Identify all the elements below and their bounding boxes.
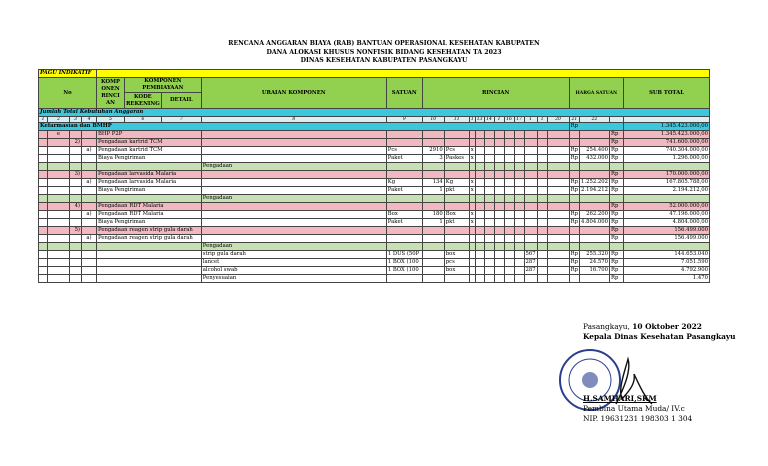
sign-place: Pasangkayu, [583,322,630,331]
cell-harga: 254.400 [580,147,610,155]
cell-rp: Rp [610,155,624,163]
cell-rp: Rp [610,171,624,179]
cell-label: Pengadaan RDT Malaria [97,211,202,219]
sign-date: 10 Oktober 2022 [632,322,702,331]
cell-rp: Rp [569,123,623,131]
cell-x: x [470,147,474,153]
sign-rank: Pembina Utama Muda/ IV.c [583,404,685,413]
cell-qty: 134 [422,179,444,187]
cell-harga: 24.570 [580,259,610,267]
header-row [39,78,710,93]
cell-label: Pengadaan larvasida Malaria [97,171,202,179]
column-number: 8 [201,117,386,123]
cell-total: 167.805.788,00 [624,179,710,187]
cell-unit: pkt [444,187,469,195]
table-row [39,155,710,163]
cell-sub: strip gula darah [201,251,386,259]
cell-rp: Rp [610,275,624,283]
header-komponen-pembiayaan: KOMPONEN PEMBIAYAAN [125,78,202,93]
column-number: 1 [470,117,474,122]
cell-qty: 1 [422,219,444,227]
table-row [39,139,710,147]
cell-total: 740.304.000,00 [624,147,710,155]
title-line-2: DANA ALOKASI KHUSUS NONFISIK BIDANG KESEHATAN TA 2023 [266,48,502,56]
cell-qty2: 287 [525,259,536,265]
cell-c3: 3) [70,171,82,179]
cell-label: Kefarmasian dan BMHP [39,123,570,131]
cell-c4: a) [82,211,97,219]
cell-rp: Rp [610,187,624,195]
pagu-label: PAGU INDIKATIF [39,70,97,78]
cell-hrp: Rp [570,219,579,225]
cell-unit: Kg [444,179,469,187]
cell-rp: Rp [610,179,624,187]
cell-rp: Rp [610,139,624,147]
table-row [39,259,710,267]
cell-sat: Paket [386,219,422,227]
cell-hrp: Rp [570,179,579,185]
column-number: 16 [504,117,514,123]
cell-total: 1.345.423.000,00 [624,131,710,139]
column-number: 7 [161,117,201,123]
cell-rp: Rp [610,235,624,243]
cell-label: Biaya Pengiriman [97,187,202,195]
column-number: 22 [580,117,610,123]
column-number: 5 [97,117,125,123]
pagu-row [39,70,710,78]
cell-label: Biaya Pengiriman [97,219,202,227]
column-number: 9 [386,117,422,123]
column-number: 10 [422,117,444,123]
cell-hrp: Rp [570,251,579,257]
cell-c4: a) [82,147,97,155]
cell-total: 1.296.000,00 [624,155,710,163]
table-row [39,203,710,211]
sign-name: H.SAMHARI,SKM [583,394,657,403]
cell-sat: 1 BOX (100 [386,267,422,275]
column-number: 14 [484,117,494,123]
cell-total: 156.499.000 [624,235,710,243]
cell-qty2: 567 [525,251,536,257]
header-no: No [39,78,97,109]
cell-x: x [470,179,474,185]
cell-total: 144.653.040 [624,251,710,259]
title-line-1: RENCANA ANGGARAN BIAYA (RAB) BANTUAN OPERASIONAL KESEHATAN KABUPATEN [228,40,540,47]
table-row [39,267,710,275]
cell-rp: Rp [610,267,624,275]
jumlah-label: Jumlah Total Kebutuhan Anggaran [39,109,710,117]
cell-hrp: Rp [570,267,579,273]
table-row [39,147,710,155]
cell-rp: Rp [610,203,624,211]
column-number: 1 [39,117,48,123]
table-row [39,179,710,187]
table-row [39,211,710,219]
header-harga: HARGA SATUAN [569,78,623,109]
column-number: 1 [524,117,537,123]
table-row [39,163,710,171]
cell-hrp: Rp [570,187,579,193]
table-row [39,195,710,203]
cell-label: BHP P2P [97,131,202,139]
signature-block [583,322,736,424]
cell-sub: lancet [201,259,386,267]
table-row [39,123,710,131]
cell-c4: a) [82,235,97,243]
cell-x: x [470,187,474,193]
cell-rp: Rp [610,259,624,267]
table-row [39,251,710,259]
cell-c3: 5) [70,227,82,235]
jumlah-row [39,109,710,117]
cell-sub: Pengadaan [201,163,386,171]
column-number: 1 [494,117,504,123]
cell-harga: 1.252.202 [581,179,609,185]
column-number: 20 [547,117,569,123]
column-number: 11 [444,117,469,123]
cell-unit: pkt [444,219,469,227]
cell-sat: 1 BOX (100 [386,259,422,267]
cell-sub: alcohol swab [201,267,386,275]
cell-sat: Pcs [386,147,422,155]
cell-total: 4.804.000,00 [624,219,710,227]
table-row [39,275,710,283]
table-row [39,227,710,235]
cell-sat: Box [386,211,422,219]
table-row [39,235,710,243]
header-subtotal: SUB TOTAL [624,78,710,109]
cell-sub: Penyesuaian [201,275,386,283]
cell-sat: 1 DUS (50P [386,251,422,259]
cell-rp: Rp [610,227,624,235]
cell-unit: pcs [444,259,469,267]
cell-x: x [470,219,474,225]
cell-qty: 2910 [422,147,444,155]
cell-harga: 4.804.000 [581,219,609,225]
cell-unit: Box [444,211,469,219]
header-satuan: SATUAN [386,78,422,109]
cell-unit: Pcs [444,147,469,155]
cell-label: Pengadaan kartrid TCM [97,139,202,147]
column-number: 4 [82,117,97,123]
cell-sat: Paket [386,155,422,163]
cell-rp: Rp [610,211,624,219]
cell-sat: Kg [386,179,422,187]
cell-total: 741.600.000,00 [624,139,710,147]
table-row [39,219,710,227]
cell-harga: 2.194.212 [581,187,609,193]
cell-sub: Pengadaan [201,195,386,203]
title-line-3: DINAS KESEHATAN KABUPATEN PASANGKAYU [300,57,468,64]
cell-total: 7.051.590 [624,259,710,267]
column-number: 17 [514,117,524,123]
cell-harga: 16.700 [580,267,610,275]
cell-harga: 432.000 [580,155,610,163]
cell-hrp: Rp [570,155,579,161]
column-number: 3 [70,117,82,123]
cell-unit: box [444,267,469,275]
cell-total: 1.345.423.000,00 [624,123,710,131]
column-number: 6 [125,117,162,123]
cell-total: 156.499.000 [624,227,710,235]
cell-qty: 180 [422,211,444,219]
sign-nip: NIP. 19631231 198303 1 304 [583,414,693,423]
column-number: 2 [48,117,70,123]
cell-hrp: Rp [570,211,579,217]
cell-harga: 262.200 [580,211,610,219]
rab-table [38,69,710,283]
cell-harga: 255.320 [580,251,610,259]
header-detail: DETAIL [161,93,201,109]
column-number: 13 [476,117,483,122]
cell-sat: Paket [386,187,422,195]
cell-rp: Rp [610,219,624,227]
cell-c2: e [48,131,70,139]
cell-total: 170.000.000,00 [624,171,710,179]
cell-label: Pengadaan larvasida Malaria [97,179,202,187]
cell-c3: 2) [70,139,82,147]
cell-c3: 4) [70,203,82,211]
cell-total: 2.194.212,00 [624,187,710,195]
cell-total: 52.000.000,00 [624,203,710,211]
column-number: 21 [569,117,579,123]
cell-qty: 1 [422,187,444,195]
table-row [39,187,710,195]
cell-x: x [470,211,474,217]
cell-unit: box [444,251,469,259]
header-uraian: URAIAN KOMPONEN [201,78,386,109]
cell-rp: Rp [610,251,624,259]
cell-hrp: Rp [570,147,579,153]
column-number: 1 [537,117,547,123]
cell-qty2: 287 [525,267,536,273]
cell-c4: a) [82,179,97,187]
header-rincian: RINCIAN [422,78,569,109]
table-row [39,243,710,251]
cell-total: 4.792.900 [624,267,710,275]
cell-total: 47.196.000,00 [624,211,710,219]
cell-sub: Pengadaan [201,243,386,251]
header-kode-rekening: KODE REKENING [126,93,160,107]
sign-position: Kepala Dinas Kesehatan Pasangkayu [583,332,736,341]
header-komponen: KOMP ONEN RINCI AN [97,78,125,109]
cell-label: Pengadaan kartrid TCM [97,147,202,155]
table-row [39,131,710,139]
cell-unit: Paskes [444,155,469,163]
table-row [39,171,710,179]
cell-qty: 3 [422,155,444,163]
cell-rp: Rp [610,131,624,139]
cell-x: x [470,155,474,161]
cell-label: Pengadaan RDT Malaria [97,203,202,211]
cell-hrp: Rp [570,259,579,265]
cell-label: Pengadaan reagen strip gula darah [97,227,202,235]
document-title-block [0,40,768,66]
cell-rp: Rp [610,147,624,155]
cell-label: Biaya Pengiriman [97,155,202,163]
cell-label: Pengadaan reagen strip gula darah [97,235,202,243]
cell-total: 1.470 [624,275,710,283]
